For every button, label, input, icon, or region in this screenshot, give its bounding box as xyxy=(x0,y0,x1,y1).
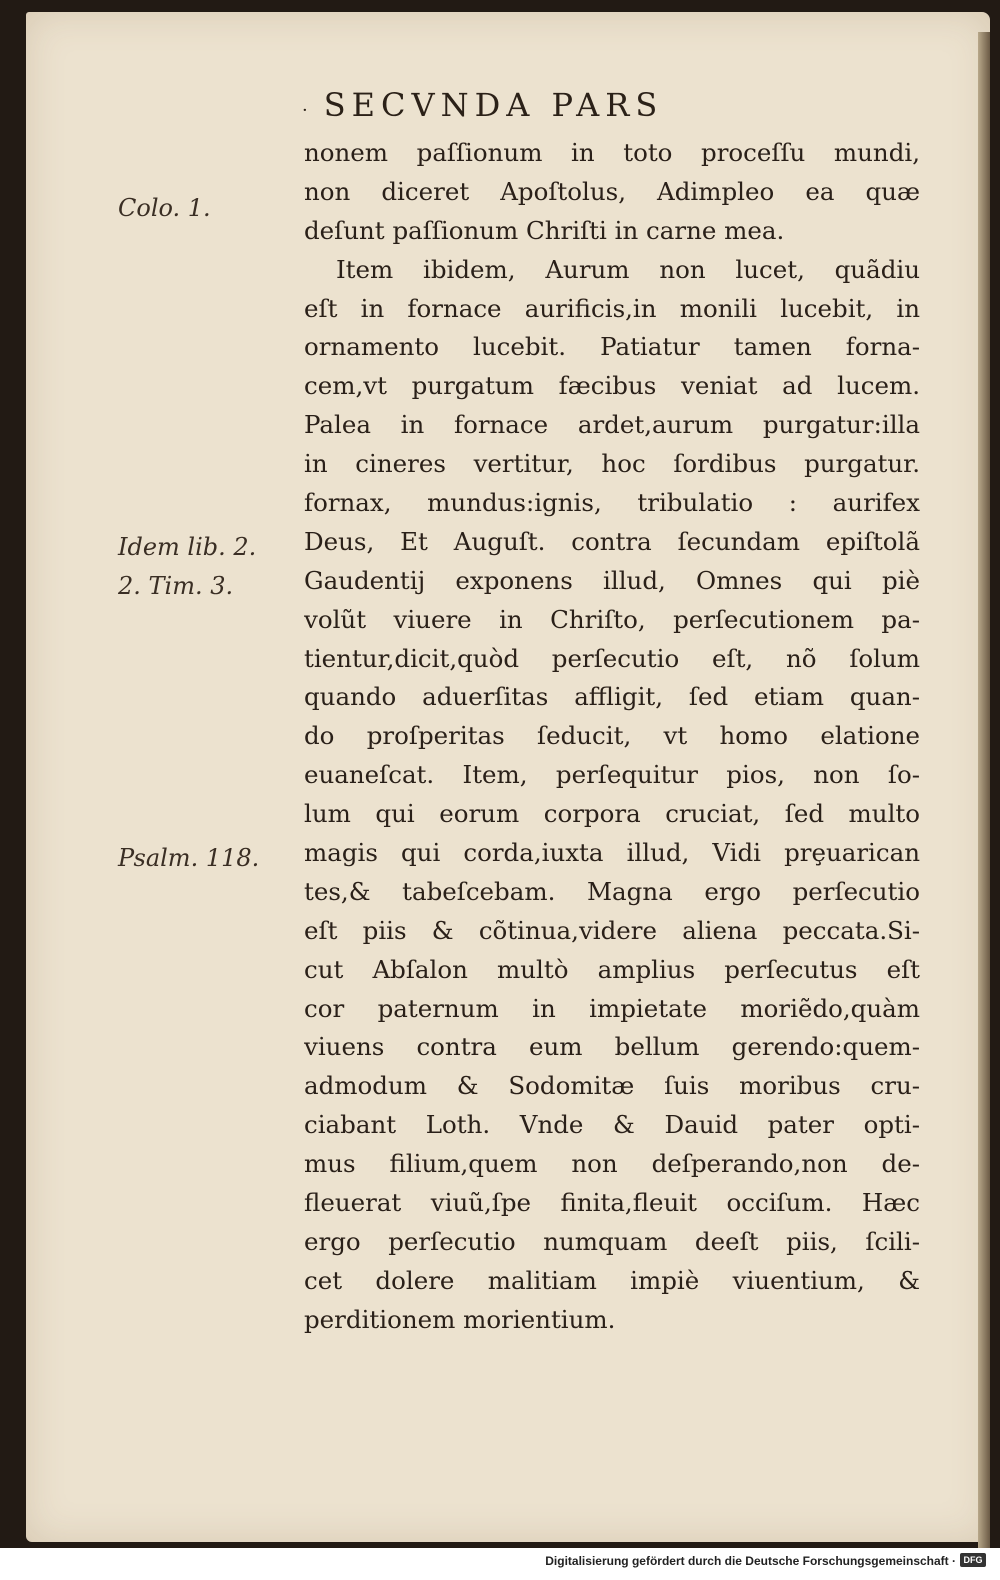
text-line: ornamento lucebit. Patiatur tamen forna- xyxy=(304,332,920,362)
running-head xyxy=(302,86,922,124)
running-head-dot: · xyxy=(302,100,308,121)
text-line: perditionem morientium. xyxy=(304,1304,616,1334)
text-line: eſt in fornace aurificis,in monili lucebit, in xyxy=(304,293,920,323)
page-edge xyxy=(978,32,990,1552)
text-line: nonem paſſionum in toto proceſſu mundi, xyxy=(304,138,920,167)
text-line: admodum & Sodomitæ ſuis moribus cru- xyxy=(304,1071,920,1101)
text-line: mus filium,quem non deſperando,non de- xyxy=(304,1149,920,1179)
text-line: ergo perſecutio numquam deeſt piis, ſcili- xyxy=(304,1226,920,1256)
text-line: viuens contra eum bellum gerendo:quem- xyxy=(304,1032,920,1062)
margin-note-idem-lib: Idem lib. 2. xyxy=(118,533,257,561)
text-line: lum qui eorum corpora cruciat, ſed multo xyxy=(304,799,920,829)
text-line: in cineres vertitur, hoc ſordibus purgatur. xyxy=(304,449,920,479)
text-line: eſt piis & cõtinua,videre aliena peccata.Si- xyxy=(304,915,920,945)
text-line: fleuerat viuũ,ſpe finita,fleuit occiſum. Hæc xyxy=(304,1188,920,1218)
text-line: do proſperitas ſeducit, vt homo elatione xyxy=(304,721,920,751)
text-line: Gaudentij exponens illud, Omnes qui piè xyxy=(304,565,920,595)
text-line: ciabant Loth. Vnde & Dauid pater opti- xyxy=(304,1110,920,1140)
text-line: non diceret Apoſtolus, Adimpleo ea quæ xyxy=(304,176,920,206)
text-line: magis qui corda,iuxta illud, Vidi prȩuarican xyxy=(304,838,920,868)
digitization-footer xyxy=(0,1548,1000,1580)
text-line: fornax, mundus:ignis, tribulatio : aurifex xyxy=(304,488,920,518)
text-line: cet dolere malitiam impiè viuentium, & xyxy=(304,1265,920,1295)
funding-notice: Digitalisierung gefördert durch die Deutsche Forschungsgemeinschaft · xyxy=(545,1554,956,1568)
text-line: tes,& tabeſcebam. Magna ergo perſecutio xyxy=(304,876,920,906)
margin-note-colo: Colo. 1. xyxy=(118,194,211,222)
text-line: Item ibidem, Aurum non lucet, quãdiu xyxy=(336,254,920,284)
margin-note-tim: 2. Tim. 3. xyxy=(118,572,234,600)
text-line: cut Abſalon multò amplius perſecutus eſt xyxy=(304,954,920,984)
text-line: Deus, Et Auguſt. contra ſecundam epiſtolã xyxy=(304,526,920,556)
text-line: Palea in fornace ardet,aurum purgatur:illa xyxy=(304,410,920,440)
text-line: euaneſcat. Item, perſequitur pios, non ſo- xyxy=(304,760,920,790)
running-head-title: SECVNDA PARS xyxy=(323,86,664,124)
dfg-logo: DFG xyxy=(960,1553,986,1567)
text-line: cem,vt purgatum fæcibus veniat ad lucem. xyxy=(304,371,920,401)
text-line: cor paternum in impietate moriẽdo,quàm xyxy=(304,993,920,1023)
text-line: volũt viuere in Chriſto, perſecutionem pa- xyxy=(304,604,920,634)
text-line: deſunt paſſionum Chriſti in carne mea. xyxy=(304,215,785,245)
text-line: quando aduerſitas affligit, ſed etiam quan- xyxy=(304,682,920,712)
margin-note-psalm: Psalm. 118. xyxy=(118,844,260,872)
text-line: tientur,dicit,quòd perſecutio eſt, nõ ſolum xyxy=(304,643,920,673)
main-text-block xyxy=(304,134,920,1340)
